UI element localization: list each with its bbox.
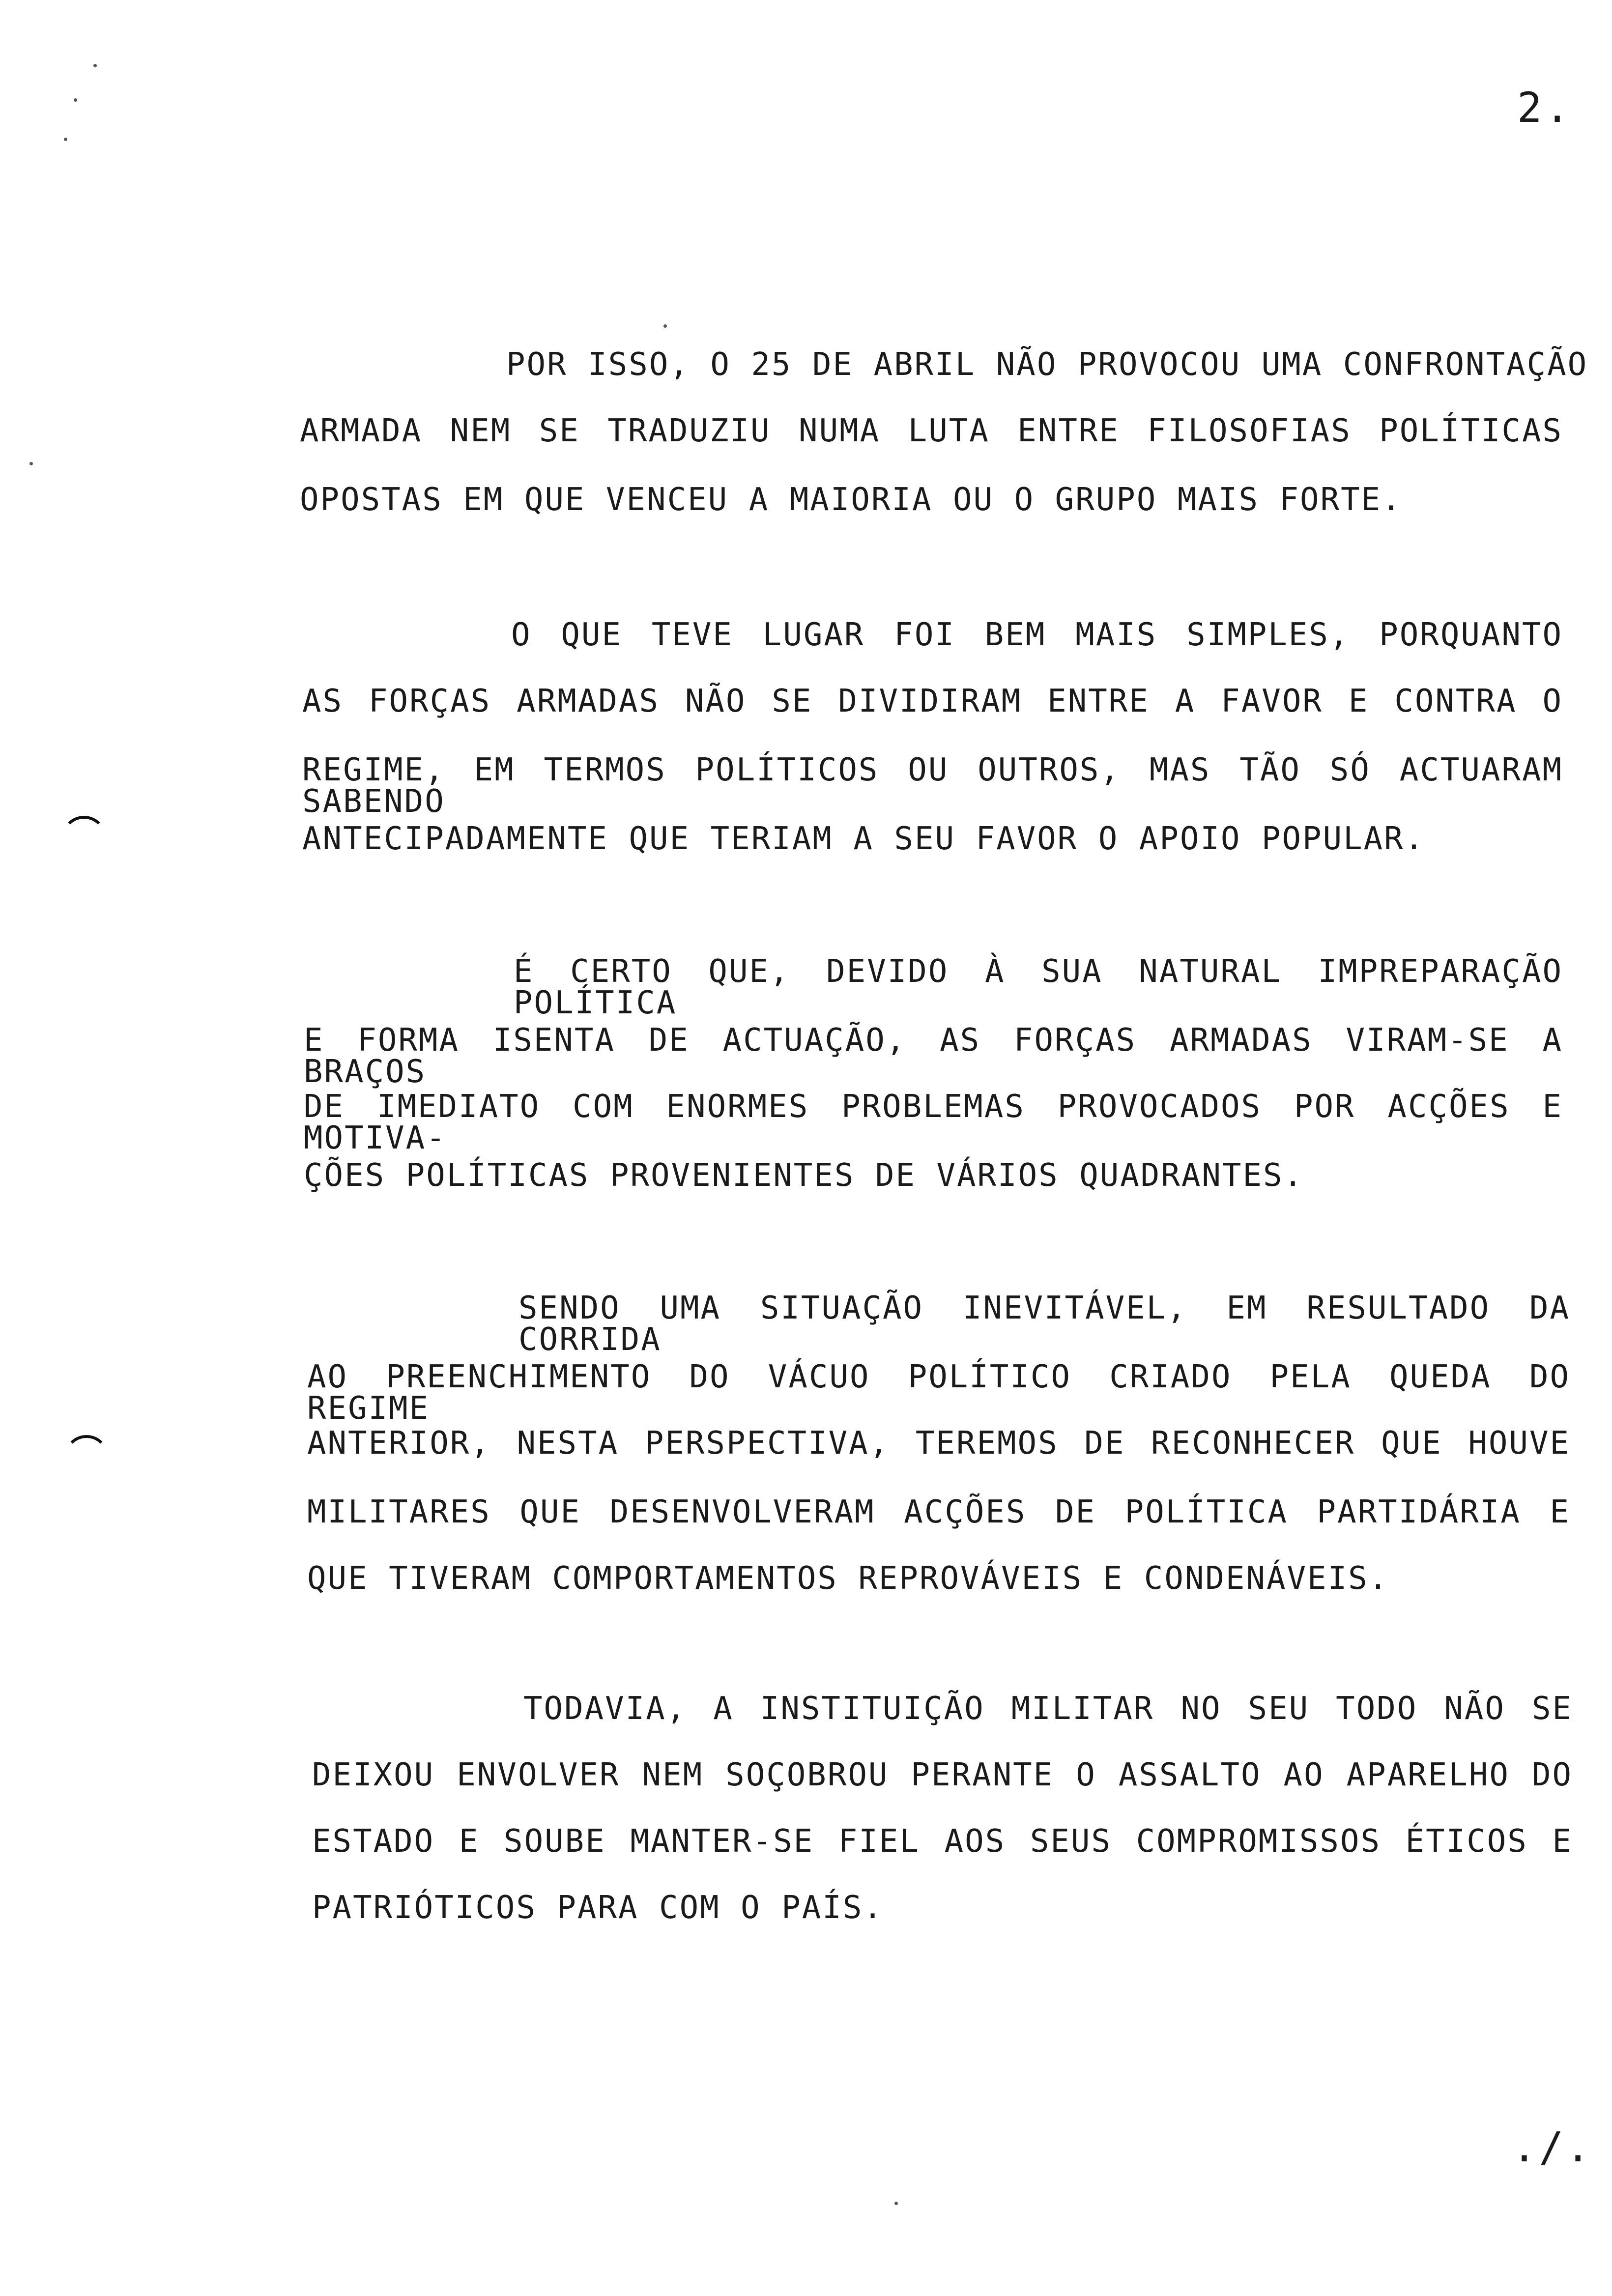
paragraph-1-line-1: POR ISSO, O 25 DE ABRIL NÃO PROVOCOU UMA CONFRONTAÇÃO: [506, 346, 1588, 383]
paragraph-3-line-3: DE IMEDIATO COM ENORMES PROBLEMAS PROVOCADOS POR ACÇÕES E MOTIVA-: [304, 1089, 1563, 1156]
paragraph-4-line-3: ANTERIOR, NESTA PERSPECTIVA, TEREMOS DE RECONHECER QUE HOUVE: [307, 1425, 1570, 1462]
scan-speck: [29, 462, 33, 465]
paragraph-1-line-2: ARMADA NEM SE TRADUZIU NUMA LUTA ENTRE FILOSOFIAS POLÍTICAS: [300, 413, 1563, 449]
paragraph-2-line-3: REGIME, EM TERMOS POLÍTICOS OU OUTROS, MAS TÃO SÓ ACTUARAM SABENDO: [302, 752, 1563, 820]
paragraph-3-line-4: ÇÕES POLÍTICAS PROVENIENTES DE VÁRIOS QUADRANTES.: [304, 1157, 1304, 1194]
paragraph-5-line-1: TODAVIA, A INSTITUIÇÃO MILITAR NO SEU TODO NÃO SE: [523, 1691, 1573, 1727]
scan-speck: [64, 138, 67, 141]
scan-speck: [894, 2202, 898, 2205]
paragraph-2-line-1: O QUE TEVE LUGAR FOI BEM MAIS SIMPLES, PORQUANTO: [511, 617, 1563, 653]
paragraph-4-line-5: QUE TIVERAM COMPORTAMENTOS REPROVÁVEIS E CONDENÁVEIS.: [307, 1560, 1389, 1597]
paragraph-2-line-2: AS FORÇAS ARMADAS NÃO SE DIVIDIRAM ENTRE A FAVOR E CONTRA O: [302, 683, 1563, 719]
paragraph-4-line-4: MILITARES QUE DESENVOLVERAM ACÇÕES DE POLÍTICA PARTIDÁRIA E: [307, 1494, 1570, 1530]
paragraph-4-line-2: AO PREENCHIMENTO DO VÁCUO POLÍTICO CRIADO PELA QUEDA DO REGIME: [307, 1359, 1570, 1427]
scan-speck: [663, 324, 667, 328]
paragraph-3-line-1: É CERTO QUE, DEVIDO À SUA NATURAL IMPREPARAÇÃO POLÍTICA: [514, 953, 1563, 1021]
paragraph-2-line-4: ANTECIPADAMENTE QUE TERIAM A SEU FAVOR O APOIO POPULAR.: [302, 821, 1425, 857]
punch-hole-mark: [61, 816, 107, 861]
continuation-mark: ./.: [1512, 2123, 1592, 2171]
punch-hole-mark: [64, 1435, 109, 1480]
paragraph-5-line-3: ESTADO E SOUBE MANTER-SE FIEL AOS SEUS COMPROMISSOS ÉTICOS E: [312, 1823, 1573, 1860]
page-number: 2.: [1517, 84, 1573, 132]
paragraph-3-line-2: E FORMA ISENTA DE ACTUAÇÃO, AS FORÇAS ARMADAS VIRAM-SE A BRAÇOS: [304, 1022, 1563, 1090]
scan-speck: [74, 98, 77, 102]
paragraph-4-line-1: SENDO UMA SITUAÇÃO INEVITÁVEL, EM RESULTADO DA CORRIDA: [518, 1290, 1570, 1358]
paragraph-5-line-4: PATRIÓTICOS PARA COM O PAÍS.: [312, 1890, 884, 1926]
paragraph-1-line-3: OPOSTAS EM QUE VENCEU A MAIORIA OU O GRUPO MAIS FORTE.: [300, 482, 1402, 518]
scan-speck: [93, 64, 97, 67]
paragraph-5-line-2: DEIXOU ENVOLVER NEM SOÇOBROU PERANTE O ASSALTO AO APARELHO DO: [312, 1757, 1573, 1793]
